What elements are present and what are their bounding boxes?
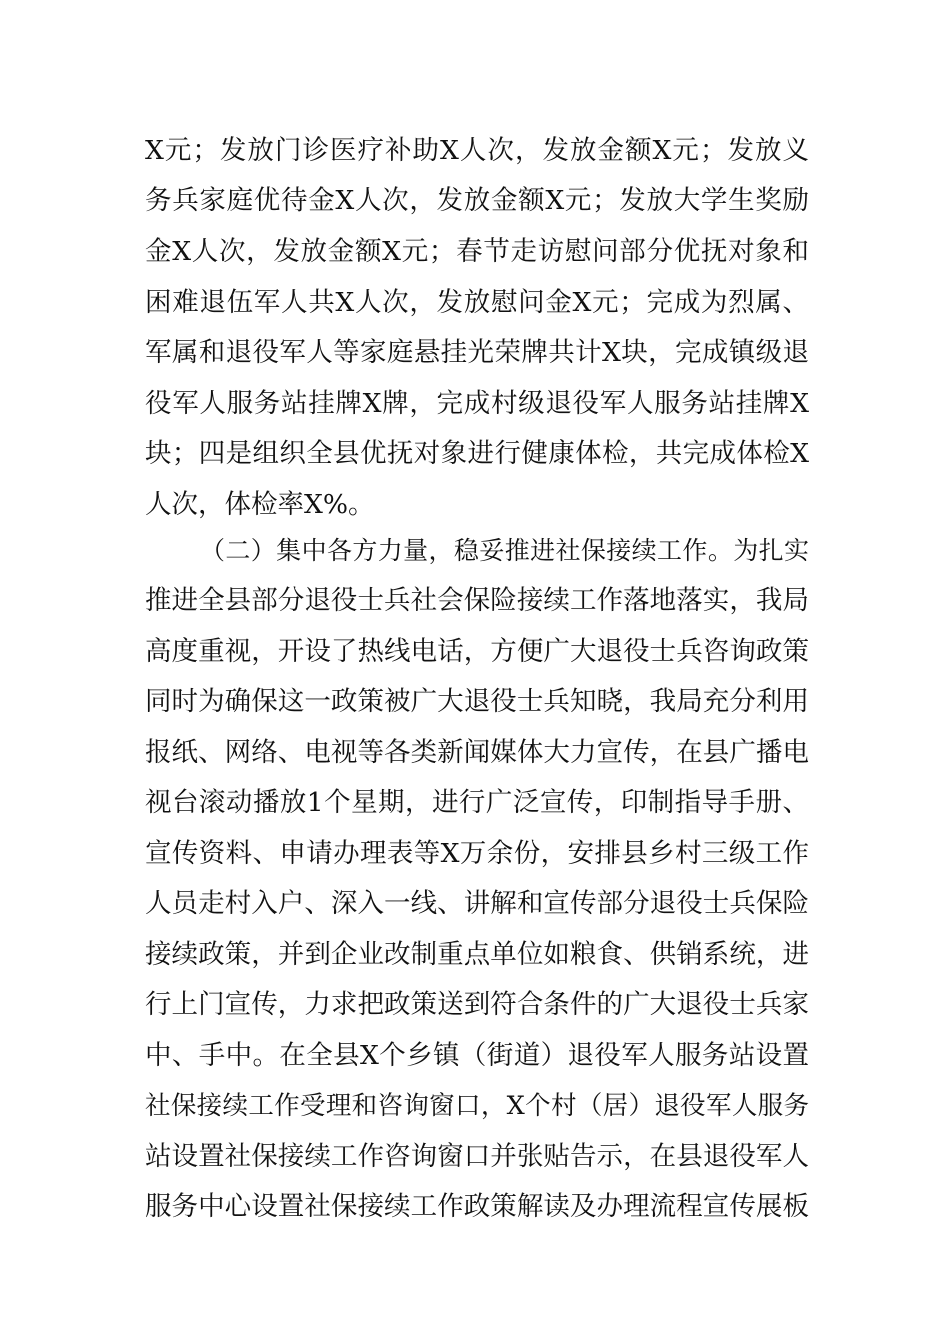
paragraph-line: X元；发放门诊医疗补助X人次，发放金额X元；发放义 xyxy=(145,135,809,166)
paragraph-line: 役军人服务站挂牌X牌，完成村级退役军人服务站挂牌X xyxy=(145,388,809,419)
paragraph-line: 社保接续工作受理和咨询窗口，X个村（居）退役军人服务 xyxy=(145,1091,809,1121)
paragraph-line: 人员走村入户、深入一线、讲解和宣传部分退役士兵保险 xyxy=(145,888,809,919)
paragraph-line: 务兵家庭优待金X人次，发放金额X元；发放大学生奖励 xyxy=(145,185,809,216)
paragraph-line: 视台滚动播放1个星期，进行广泛宣传，印制指导手册、 xyxy=(145,787,809,818)
section-heading-line: （二）集中各方力量，稳妥推进社保接续工作。为扎实 xyxy=(200,536,809,565)
paragraph-line: 报纸、网络、电视等各类新闻媒体大力宣传，在县广播电 xyxy=(145,737,809,768)
paragraph-line: 行上门宣传，力求把政策送到符合条件的广大退役士兵家 xyxy=(145,989,809,1020)
paragraph-line: 块；四是组织全县优抚对象进行健康体检，共完成体检X xyxy=(145,438,809,469)
paragraph-line: 站设置社保接续工作咨询窗口并张贴告示，在县退役军人 xyxy=(145,1141,809,1172)
paragraph-line: 金X人次，发放金额X元；春节走访慰问部分优抚对象和 xyxy=(145,236,809,267)
paragraph-line: 服务中心设置社保接续工作政策解读及办理流程宣传展板 xyxy=(145,1191,809,1222)
paragraph-line: 同时为确保这一政策被广大退役士兵知晓，我局充分利用 xyxy=(145,686,809,717)
paragraph-line: 困难退伍军人共X人次，发放慰问金X元；完成为烈属、 xyxy=(145,287,809,318)
paragraph-line: 中、手中。在全县X个乡镇（街道）退役军人服务站设置 xyxy=(145,1040,809,1071)
paragraph-line: 军属和退役军人等家庭悬挂光荣牌共计X块，完成镇级退 xyxy=(145,337,809,368)
paragraph-line: 宣传资料、申请办理表等X万余份，安排县乡村三级工作 xyxy=(145,838,809,869)
paragraph-line: 高度重视，开设了热线电话，方便广大退役士兵咨询政策 xyxy=(145,636,809,667)
paragraph-line: 接续政策，并到企业改制重点单位如粮食、供销系统，进 xyxy=(145,939,809,970)
paragraph-line: 人次，体检率X%。 xyxy=(145,489,375,520)
paragraph-line: 推进全县部分退役士兵社会保险接续工作落地落实，我局 xyxy=(145,585,809,616)
